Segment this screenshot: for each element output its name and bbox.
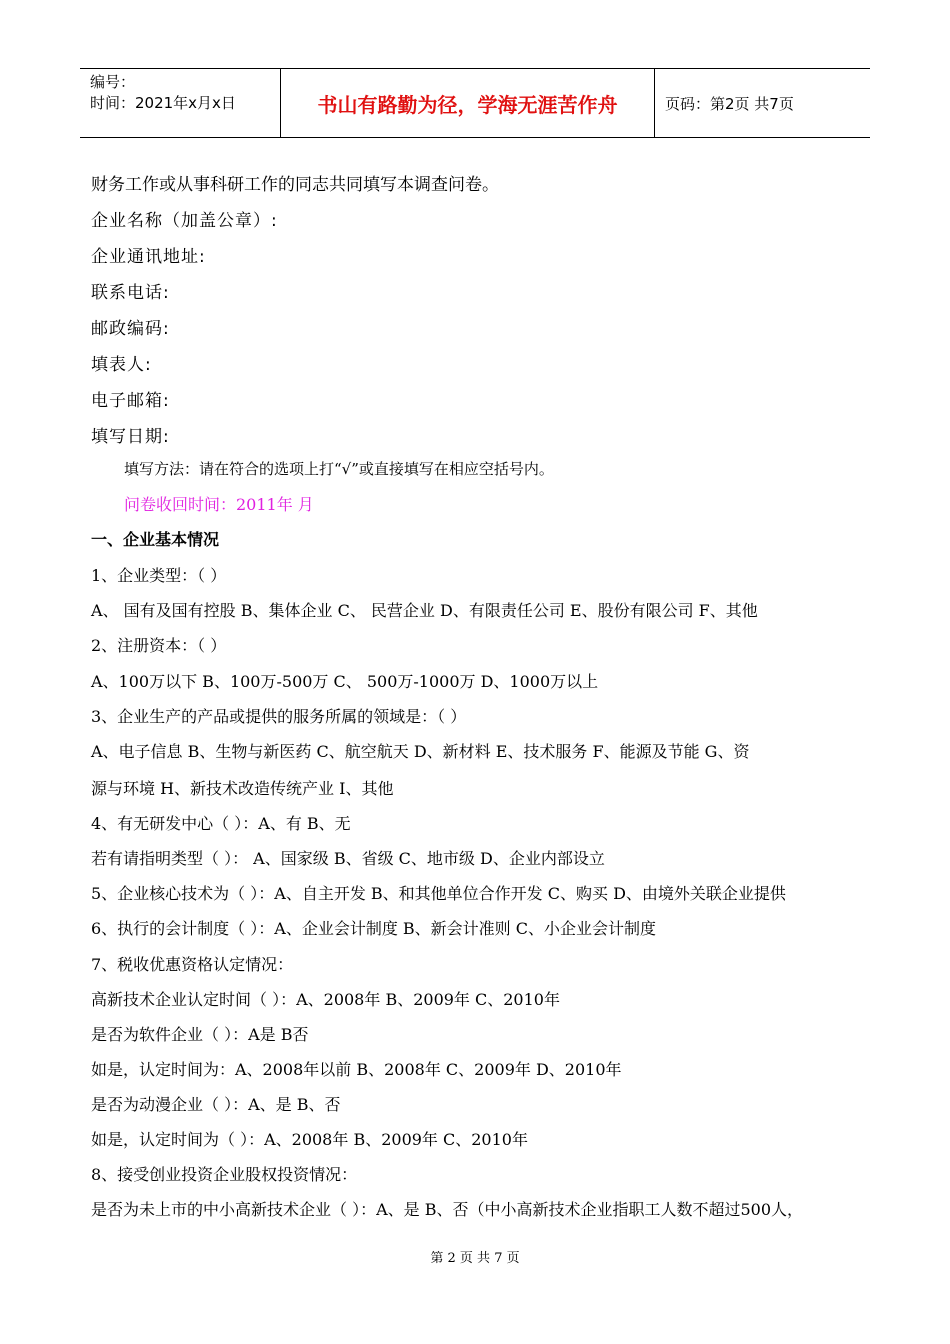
date-label: 时间：2021年x月x日 [90, 94, 236, 112]
intro-text: 财务工作或从事科研工作的同志共同填写本调查问卷。 [91, 175, 499, 195]
header-meta [80, 69, 281, 137]
header-motto: 书山有路勤为径，学海无涯苦作舟 [281, 69, 655, 137]
question-3: 3、企业生产的产品或提供的服务所属的领域是：（ ） [91, 707, 467, 726]
question-8: 8、接受创业投资企业股权投资情况： [91, 1165, 358, 1184]
field-filler: 填表人: [91, 355, 152, 375]
question-7-c: 如是，认定时间为：A、2008年以前 B、2008年 C、2009年 D、2010年 [91, 1060, 622, 1079]
question-5: 5、企业核心技术为（ ）：A、自主开发 B、和其他单位合作开发 C、购买 D、由境外关联企业提供 [91, 884, 786, 903]
question-8-a: 是否为未上市的中小高新技术企业（ ）：A、是 B、否（中小高新技术企业指职工人数不超过500人， [91, 1200, 804, 1219]
question-7-e: 如是，认定时间为（ ）：A、2008年 B、2009年 C、2010年 [91, 1130, 528, 1149]
question-7: 7、税收优惠资格认定情况： [91, 955, 294, 974]
question-4-sub: 若有请指明类型（ ）： A、国家级 B、省级 C、地市级 D、企业内部设立 [91, 849, 605, 868]
question-1: 1、企业类型：（ ） [91, 566, 227, 585]
page-footer: 第 2 页 共 7 页 [430, 1251, 520, 1266]
page-header [80, 68, 870, 138]
field-date: 填写日期: [91, 427, 170, 447]
question-6: 6、执行的会计制度（ ）：A、企业会计制度 B、新会计准则 C、小企业会计制度 [91, 919, 656, 938]
question-7-b: 是否为软件企业（ ）：A是 B否 [91, 1025, 309, 1044]
question-1-options: A、 国有及国有控股 B、集体企业 C、 民营企业 D、有限责任公司 E、股份有限公司 F、其他 [91, 601, 758, 620]
field-address: 企业通讯地址: [91, 247, 206, 267]
instructions-text: 填写方法：请在符合的选项上打“√”或直接填写在相应空括号内。 [124, 460, 554, 478]
question-4: 4、有无研发中心（ ）：A、有 B、无 [91, 814, 351, 833]
question-3-options-line2: 源与环境 H、新技术改造传统产业 I、其他 [91, 779, 394, 798]
section-title: 一、企业基本情况 [91, 530, 220, 549]
number-label: 编号： [90, 73, 136, 91]
field-email: 电子邮箱: [91, 391, 170, 411]
question-2-options: A、100万以下 B、100万-500万 C、 500万-1000万 D、1000万以上 [91, 672, 599, 691]
header-page-info: 页码：第2页 共7页 [665, 94, 794, 113]
question-3-options-line1: A、电子信息 B、生物与新医药 C、航空航天 D、新材料 E、技术服务 F、能源及节能 G、资 [91, 742, 750, 761]
return-time-text: 问卷收回时间：2011年 月 [124, 495, 314, 514]
question-2: 2、注册资本：（ ） [91, 636, 227, 655]
question-7-a: 高新技术企业认定时间（ ）：A、2008年 B、2009年 C、2010年 [91, 990, 560, 1009]
field-postcode: 邮政编码: [91, 319, 170, 339]
field-phone: 联系电话: [91, 283, 170, 303]
field-company-name: 企业名称（加盖公章）: [91, 211, 278, 231]
question-7-d: 是否为动漫企业（ ）：A、是 B、否 [91, 1095, 341, 1114]
